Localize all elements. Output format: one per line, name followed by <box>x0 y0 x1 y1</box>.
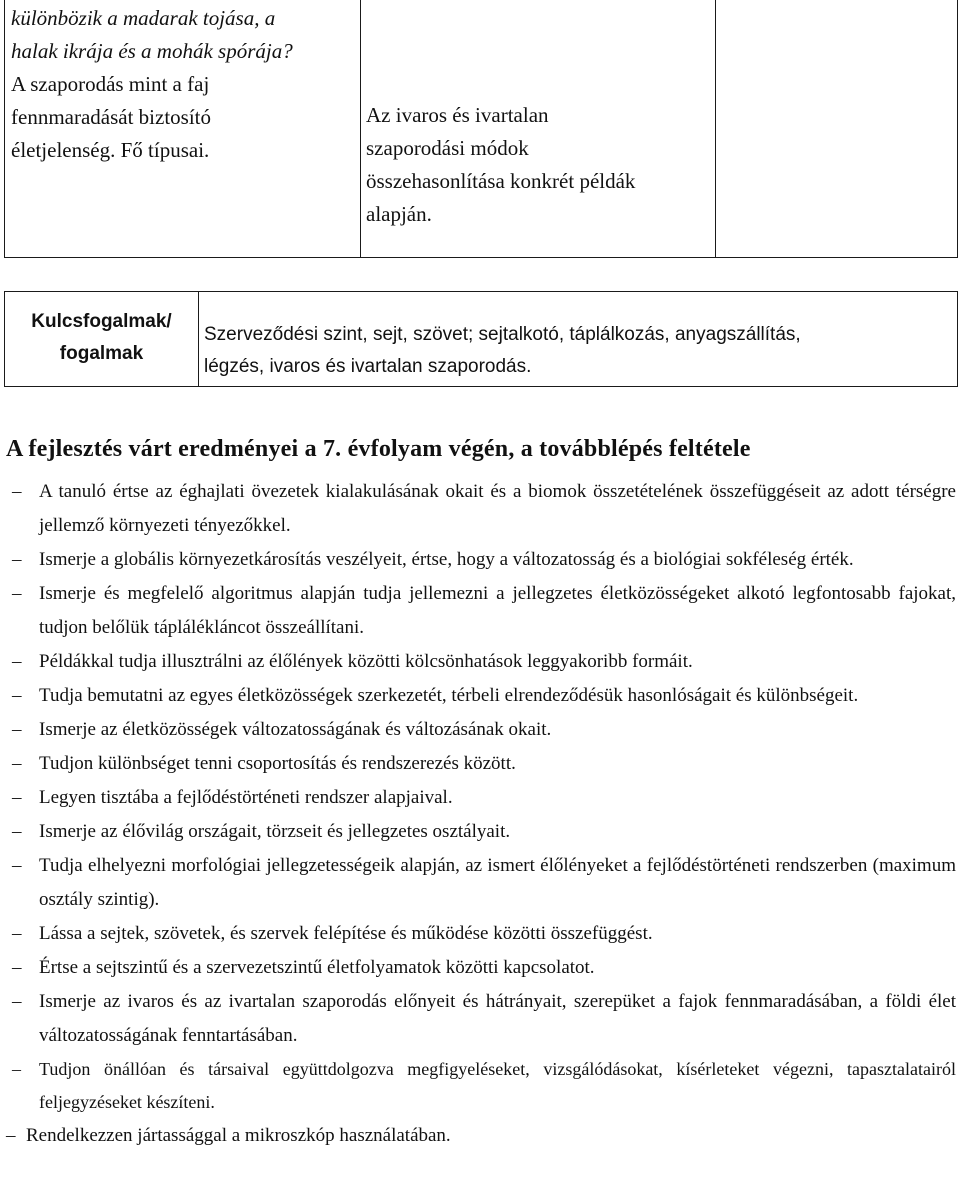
key-concepts-label-line: fogalmak <box>59 343 144 364</box>
dash-bullet: – <box>12 685 22 706</box>
list-item-text: Legyen tisztába a fejlődéstörténeti rendszer alapjaival. <box>39 787 453 808</box>
key-concepts-label-line: Kulcsfogalmak/ <box>31 311 172 332</box>
dash-bullet: – <box>12 821 22 842</box>
list-item <box>6 985 956 1053</box>
list-item-text: Ismerje az élővilág országait, törzseit és jellegzetes osztályait. <box>39 821 511 842</box>
list-item <box>6 713 956 747</box>
knowledge-line: alapján. <box>366 202 432 226</box>
list-item-text: A tanuló értse az éghajlati övezetek kialakulásának okait és a biomok összetételének összefüggéseit az adott térségre jellemző környezeti tényezőkkel. <box>39 481 956 536</box>
topic-questions-cell <box>11 2 361 167</box>
key-concepts-text-line: Szerveződési szint, sejt, szövet; sejtalkotó, táplálkozás, anyagszállítás, <box>204 324 801 345</box>
list-item-text: Ismerje az ivaros és az ivartalan szaporodás előnyeit és hátrányait, szerepüket a fajok fennmaradásában, a földi élet változatosságának fenntartásában. <box>39 991 956 1046</box>
dash-bullet: – <box>12 855 22 876</box>
list-item <box>6 679 956 713</box>
list-item-text: Tudjon önállóan és társaival együttdolgozva megfigyeléseket, vizsgálódásokat, kísérleteket végezni, tapasztalatairól feljegyzéseket készíteni. <box>39 1059 956 1112</box>
dash-bullet: – <box>12 923 22 944</box>
dash-bullet: – <box>12 957 22 978</box>
topic-line: életjelenség. Fő típusai. <box>11 138 210 162</box>
dash-bullet: – <box>6 1125 16 1146</box>
question-line: különbözik a madarak tojása, a <box>11 6 276 30</box>
knowledge-line: összehasonlítása konkrét példák <box>366 169 636 193</box>
outcomes-list <box>6 475 956 1153</box>
list-item <box>6 577 956 645</box>
content-table-fragment <box>4 0 958 258</box>
list-item <box>6 747 956 781</box>
dash-bullet: – <box>12 787 22 808</box>
list-item <box>6 815 956 849</box>
list-item <box>6 781 956 815</box>
list-item-text: Ismerje az életközösségek változatosságának és változásának okait. <box>39 719 552 740</box>
list-item <box>6 1053 956 1119</box>
list-item <box>6 917 956 951</box>
list-item-text: Értse a sejtszintű és a szervezetszintű életfolyamatok közötti kapcsolatot. <box>39 957 595 978</box>
list-item-text: Lássa a sejtek, szövetek, és szervek felépítése és működése közötti összefüggést. <box>39 923 653 944</box>
dash-bullet: – <box>12 651 22 672</box>
list-item <box>6 475 956 543</box>
list-item-text: Tudja elhelyezni morfológiai jellegzetességeik alapján, az ismert élőlényeket a fejlődéstörténeti rendszerben (maximum osztály szintig). <box>39 855 956 910</box>
list-item-text: Ismerje a globális környezetkárosítás veszélyeit, értse, hogy a változatosság és a biológiai sokféleség érték. <box>39 549 854 570</box>
list-item <box>6 645 956 679</box>
list-item <box>6 849 956 917</box>
list-item <box>6 543 956 577</box>
key-concepts-label <box>5 306 198 370</box>
list-item-text: Rendelkezzen jártassággal a mikroszkóp használatában. <box>26 1125 451 1146</box>
list-item-text: Ismerje és megfelelő algoritmus alapján tudja jellemezni a jellegzetes életközösségeket alkotó legfontosabb fajokat, tudjon belőlük táplálékláncot összeállítani. <box>39 583 956 638</box>
dash-bullet: – <box>12 719 22 740</box>
list-item-text: Tudja bemutatni az egyes életközösségek szerkezetét, térbeli elrendeződésük hasonlóságait és különbségeit. <box>39 685 859 706</box>
question-line: halak ikrája és a mohák spórája? <box>11 39 293 63</box>
list-item <box>6 951 956 985</box>
dash-bullet: – <box>12 583 22 604</box>
list-item-text: Példákkal tudja illusztrálni az élőlények közötti kölcsönhatások leggyakoribb formáit. <box>39 651 693 672</box>
knowledge-line: Az ivaros és ivartalan <box>366 103 549 127</box>
list-item <box>6 1119 956 1153</box>
dash-bullet: – <box>12 991 22 1012</box>
list-item-text: Tudjon különbséget tenni csoportosítás és rendszerezés között. <box>39 753 516 774</box>
table-divider <box>198 292 199 386</box>
table-divider <box>715 0 716 257</box>
knowledge-line: szaporodási módok <box>366 136 529 160</box>
key-concepts-table <box>4 291 958 387</box>
dash-bullet: – <box>12 753 22 774</box>
dash-bullet: – <box>12 1059 21 1079</box>
knowledge-cell <box>366 99 711 231</box>
section-heading: A fejlesztés várt eredményei a 7. évfolyam végén, a továbblépés feltétele <box>6 436 751 462</box>
dash-bullet: – <box>12 481 22 502</box>
topic-line: A szaporodás mint a faj <box>11 72 210 96</box>
dash-bullet: – <box>12 549 22 570</box>
key-concepts-text <box>204 319 949 383</box>
key-concepts-text-line: légzés, ivaros és ivartalan szaporodás. <box>204 356 532 377</box>
topic-line: fennmaradását biztosító <box>11 105 212 129</box>
